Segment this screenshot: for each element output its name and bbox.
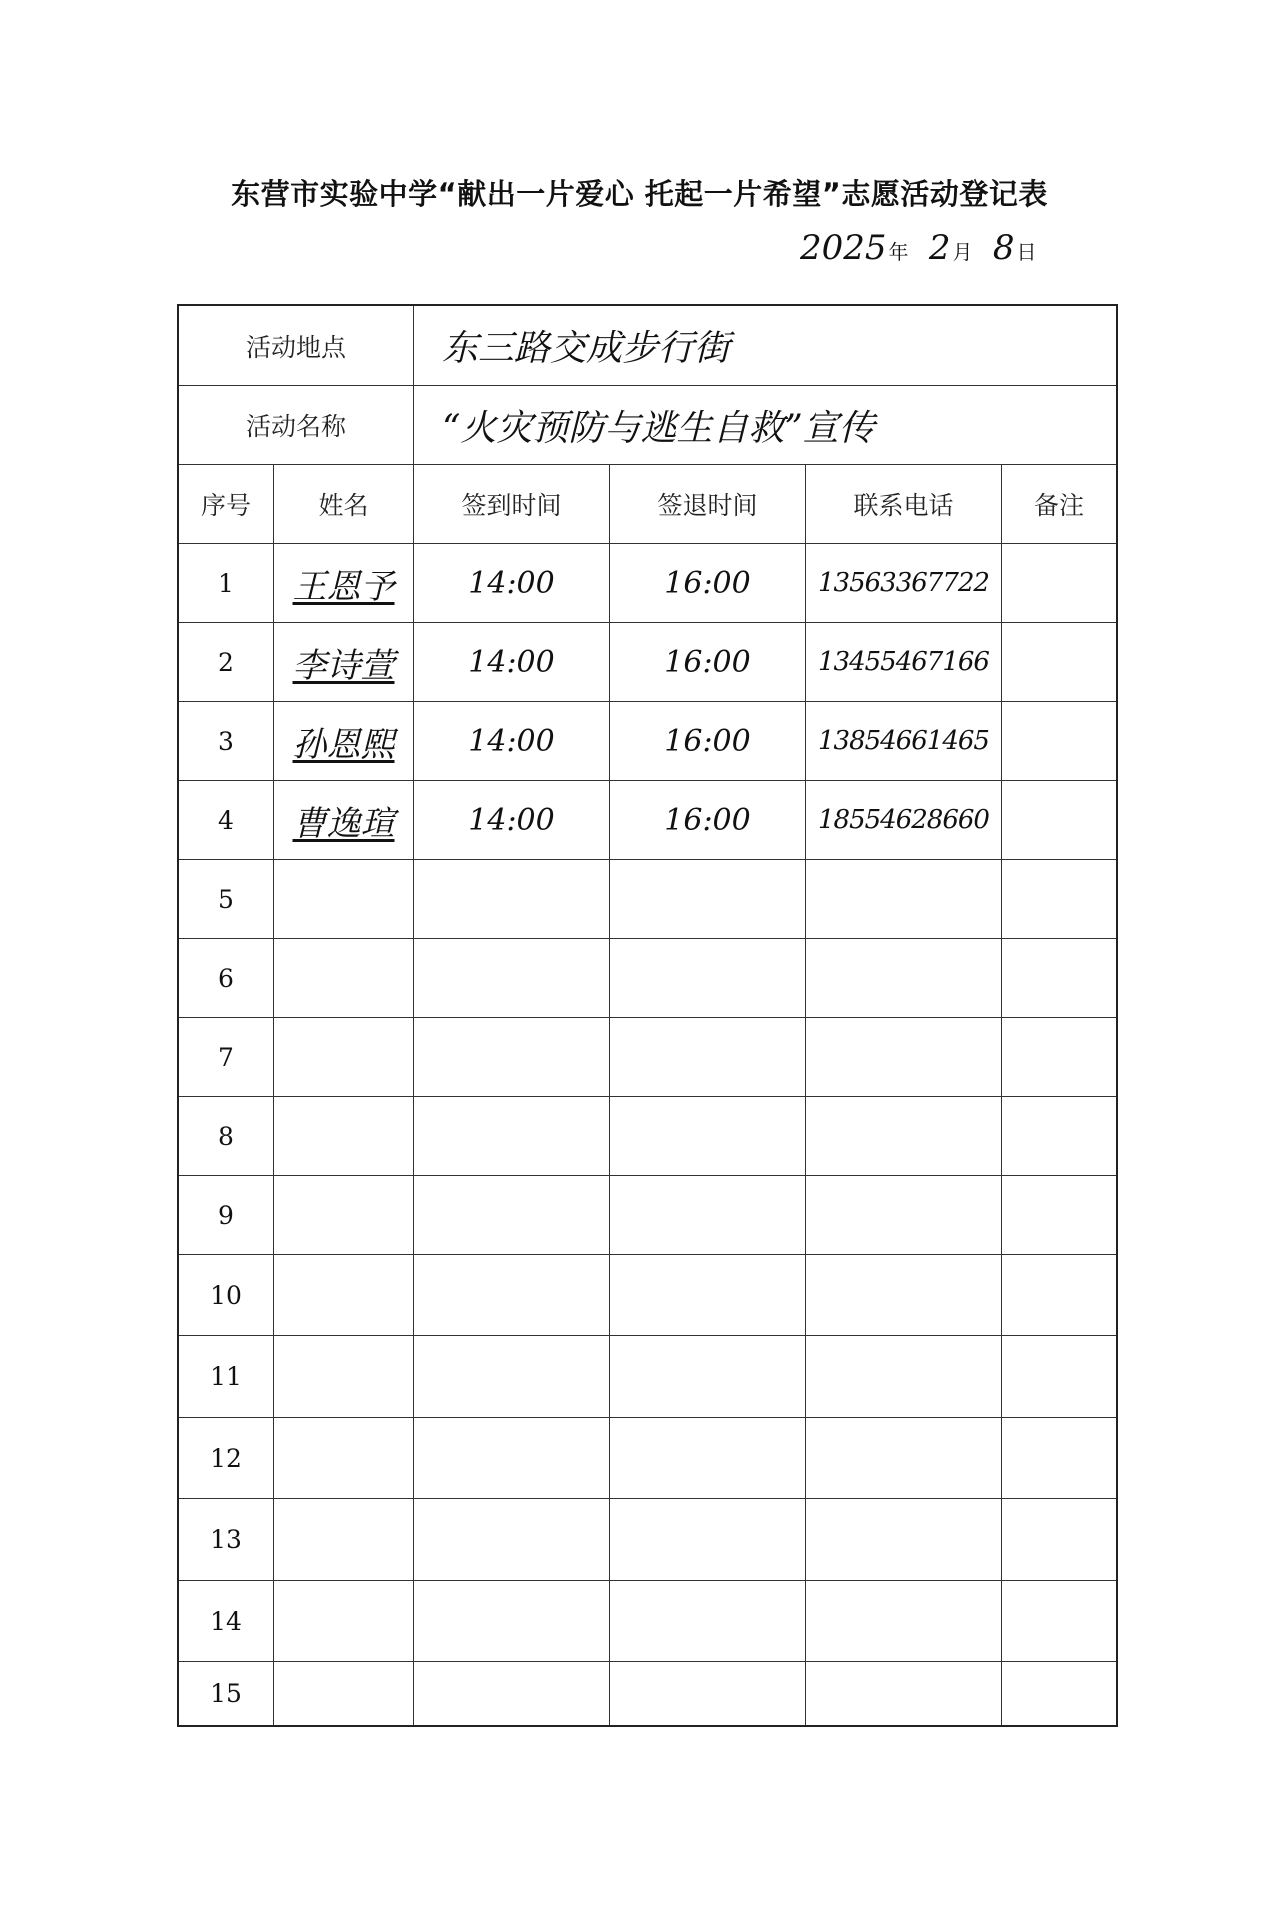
row-sign-in bbox=[414, 1581, 610, 1661]
row-no: 3 bbox=[179, 702, 274, 780]
row-sign-out bbox=[610, 1581, 806, 1661]
location-label: 活动地点 bbox=[179, 306, 414, 385]
row-sign-in bbox=[414, 1097, 610, 1175]
row-phone bbox=[806, 1499, 1002, 1580]
row-sign-out: 16:00 bbox=[610, 623, 806, 701]
row-sign-out bbox=[610, 860, 806, 938]
row-name bbox=[274, 1336, 414, 1417]
row-no: 12 bbox=[179, 1418, 274, 1498]
row-sign-out: 16:00 bbox=[610, 781, 806, 859]
row-sign-out bbox=[610, 1499, 806, 1580]
row-note bbox=[1002, 781, 1116, 859]
row-note bbox=[1002, 1499, 1116, 1580]
table-row bbox=[179, 781, 1116, 860]
row-sign-out bbox=[610, 1176, 806, 1254]
row-name bbox=[274, 1176, 414, 1254]
registration-table bbox=[177, 304, 1118, 1727]
row-sign-out bbox=[610, 1662, 806, 1725]
table-row bbox=[179, 1499, 1116, 1581]
table-row bbox=[179, 1255, 1116, 1336]
row-no: 5 bbox=[179, 860, 274, 938]
date-month: 2 bbox=[928, 228, 951, 268]
row-phone bbox=[806, 939, 1002, 1017]
row-note bbox=[1002, 1255, 1116, 1335]
info-row-activity bbox=[179, 386, 1116, 465]
row-name bbox=[274, 1018, 414, 1096]
row-sign-out bbox=[610, 939, 806, 1017]
row-name bbox=[274, 1499, 414, 1580]
row-sign-in bbox=[414, 939, 610, 1017]
row-no: 7 bbox=[179, 1018, 274, 1096]
row-note bbox=[1002, 1018, 1116, 1096]
row-sign-out: 16:00 bbox=[610, 544, 806, 622]
row-sign-out bbox=[610, 1336, 806, 1417]
header-phone: 联系电话 bbox=[806, 465, 1002, 543]
row-no: 14 bbox=[179, 1581, 274, 1661]
table-row bbox=[179, 1336, 1116, 1418]
row-no: 13 bbox=[179, 1499, 274, 1580]
row-no: 9 bbox=[179, 1176, 274, 1254]
row-sign-in: 14:00 bbox=[414, 781, 610, 859]
row-note bbox=[1002, 1418, 1116, 1498]
row-sign-in: 14:00 bbox=[414, 623, 610, 701]
row-no: 1 bbox=[179, 544, 274, 622]
row-phone bbox=[806, 1581, 1002, 1661]
row-sign-in bbox=[414, 1255, 610, 1335]
header-row bbox=[179, 465, 1116, 544]
row-name bbox=[274, 860, 414, 938]
row-sign-in bbox=[414, 1018, 610, 1096]
row-note bbox=[1002, 1662, 1116, 1725]
row-no: 11 bbox=[179, 1336, 274, 1417]
table-row bbox=[179, 1018, 1116, 1097]
info-row-location bbox=[179, 306, 1116, 386]
row-sign-in bbox=[414, 1499, 610, 1580]
header-sign-out: 签退时间 bbox=[610, 465, 806, 543]
header-no: 序号 bbox=[179, 465, 274, 543]
row-sign-out bbox=[610, 1418, 806, 1498]
date-day-label: 日 bbox=[1016, 240, 1037, 264]
date-line bbox=[800, 228, 1051, 268]
table-row bbox=[179, 860, 1116, 939]
date-day: 8 bbox=[992, 228, 1015, 268]
row-phone: 13455467166 bbox=[806, 623, 1002, 701]
row-no: 15 bbox=[179, 1662, 274, 1725]
row-name bbox=[274, 1662, 414, 1725]
row-phone bbox=[806, 1097, 1002, 1175]
row-note bbox=[1002, 1097, 1116, 1175]
row-note bbox=[1002, 544, 1116, 622]
header-name: 姓名 bbox=[274, 465, 414, 543]
row-name bbox=[274, 1418, 414, 1498]
row-name: 王恩予 bbox=[274, 544, 414, 622]
row-phone bbox=[806, 1336, 1002, 1417]
date-month-label: 月 bbox=[952, 240, 973, 264]
location-value: 东三路交成步行街 bbox=[442, 328, 731, 369]
row-name bbox=[274, 1097, 414, 1175]
table-row bbox=[179, 1097, 1116, 1176]
date-year: 2025 bbox=[800, 228, 887, 268]
table-row bbox=[179, 544, 1116, 623]
table-row bbox=[179, 939, 1116, 1018]
row-no: 4 bbox=[179, 781, 274, 859]
row-no: 8 bbox=[179, 1097, 274, 1175]
row-name bbox=[274, 939, 414, 1017]
row-sign-in: 14:00 bbox=[414, 702, 610, 780]
row-note bbox=[1002, 623, 1116, 701]
row-sign-in bbox=[414, 1418, 610, 1498]
activity-name-label: 活动名称 bbox=[179, 386, 414, 464]
row-no: 10 bbox=[179, 1255, 274, 1335]
row-phone bbox=[806, 1018, 1002, 1096]
row-phone bbox=[806, 860, 1002, 938]
row-phone: 13563367722 bbox=[806, 544, 1002, 622]
row-sign-in: 14:00 bbox=[414, 544, 610, 622]
row-sign-out bbox=[610, 1097, 806, 1175]
row-phone: 13854661465 bbox=[806, 702, 1002, 780]
row-phone bbox=[806, 1418, 1002, 1498]
row-note bbox=[1002, 939, 1116, 1017]
row-sign-out bbox=[610, 1255, 806, 1335]
header-sign-in: 签到时间 bbox=[414, 465, 610, 543]
row-note bbox=[1002, 1336, 1116, 1417]
row-name bbox=[274, 1255, 414, 1335]
row-name: 李诗萱 bbox=[274, 623, 414, 701]
row-name bbox=[274, 1581, 414, 1661]
date-year-label: 年 bbox=[888, 240, 909, 264]
table-row bbox=[179, 702, 1116, 781]
row-sign-in bbox=[414, 1662, 610, 1725]
row-sign-in bbox=[414, 860, 610, 938]
row-sign-in bbox=[414, 1176, 610, 1254]
row-note bbox=[1002, 1581, 1116, 1661]
table-row bbox=[179, 623, 1116, 702]
row-no: 6 bbox=[179, 939, 274, 1017]
row-note bbox=[1002, 860, 1116, 938]
table-row bbox=[179, 1418, 1116, 1499]
row-name: 孙恩熙 bbox=[274, 702, 414, 780]
row-phone: 18554628660 bbox=[806, 781, 1002, 859]
row-phone bbox=[806, 1662, 1002, 1725]
activity-name-value: “火灾预防与逃生自救”宣传 bbox=[442, 407, 875, 449]
form-title: 东营市实验中学“献出一片爱心 托起一片希望”志愿活动登记表 bbox=[231, 177, 1048, 211]
row-sign-out bbox=[610, 1018, 806, 1096]
table-row bbox=[179, 1581, 1116, 1662]
row-no: 2 bbox=[179, 623, 274, 701]
row-sign-out: 16:00 bbox=[610, 702, 806, 780]
row-sign-in bbox=[414, 1336, 610, 1417]
row-note bbox=[1002, 702, 1116, 780]
header-note: 备注 bbox=[1033, 491, 1084, 520]
row-name: 曹逸瑄 bbox=[274, 781, 414, 859]
row-note bbox=[1002, 1176, 1116, 1254]
row-phone bbox=[806, 1176, 1002, 1254]
table-row bbox=[179, 1176, 1116, 1255]
row-phone bbox=[806, 1255, 1002, 1335]
table-row bbox=[179, 1662, 1116, 1725]
